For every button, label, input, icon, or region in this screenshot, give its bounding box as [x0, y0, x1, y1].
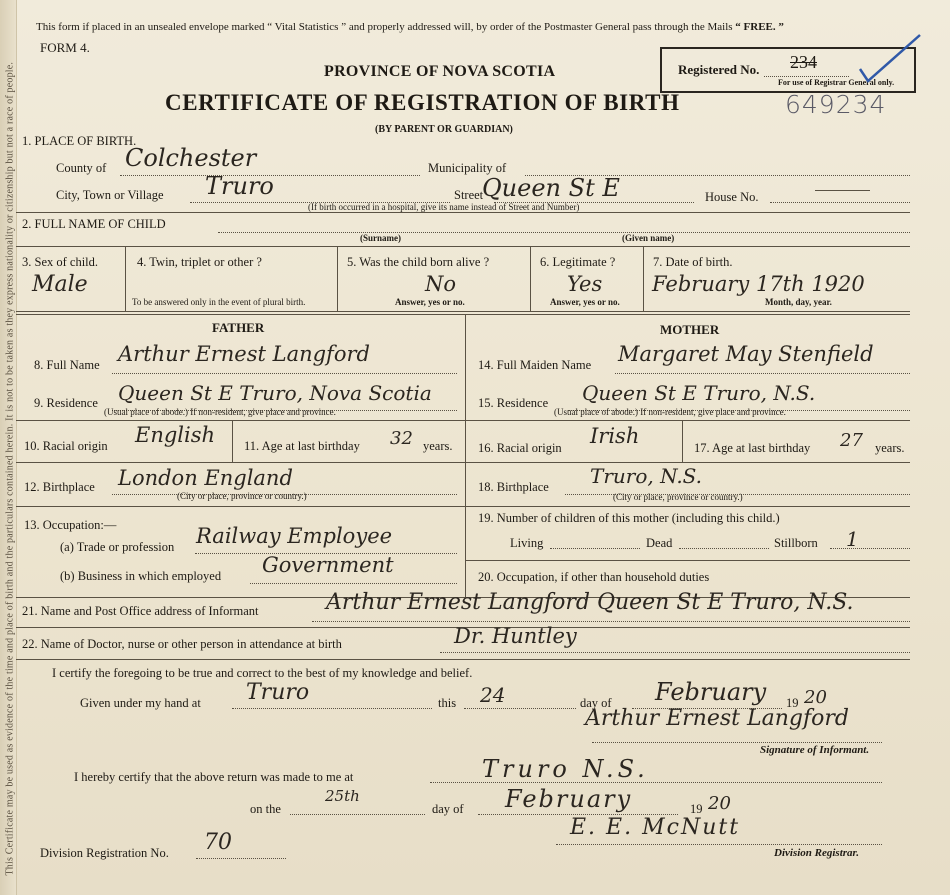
- column-divider: [465, 314, 466, 597]
- street-value: Queen St E: [482, 174, 620, 202]
- rule-m1: [465, 420, 910, 421]
- signature-line: [592, 742, 882, 743]
- form-number: FORM 4.: [40, 40, 90, 55]
- province-title: PROVINCE OF NOVA SCOTIA: [324, 63, 556, 80]
- place-section-label: 1. PLACE OF BIRTH.: [22, 134, 137, 148]
- mother-name-value: Margaret May Stenfield: [618, 342, 874, 366]
- rule-m4: [465, 560, 910, 561]
- registrar-signature: E. E. McNutt: [570, 815, 741, 840]
- mother-heading: MOTHER: [660, 322, 720, 337]
- signature-label: Signature of Informant.: [760, 744, 870, 756]
- mother-birthplace-value: Truro, N.S.: [590, 464, 703, 488]
- div-reg-no-label: Division Registration No.: [40, 846, 169, 860]
- rule-f1: [16, 420, 465, 421]
- alive-value: No: [425, 272, 457, 296]
- year2-suffix: 20: [708, 793, 731, 814]
- father-res-value: Queen St E Truro, Nova Scotia: [118, 381, 432, 405]
- informant-label: 21. Name and Post Office address of Informant: [22, 604, 259, 618]
- father-name-line: [112, 373, 457, 374]
- sex-label: 3. Sex of child.: [22, 255, 99, 269]
- street-label: Street: [454, 188, 484, 202]
- children-label: 19. Number of children of this mother (including this child.): [478, 511, 780, 525]
- stillborn-line: [830, 548, 910, 549]
- alive-label: 5. Was the child born alive ?: [347, 255, 490, 269]
- father-res-note: (Usual place of abode.) If non-resident, give place and province.: [104, 407, 336, 417]
- informant-signature: Arthur Ernest Langford: [585, 706, 849, 731]
- business-line: [250, 583, 457, 584]
- dead-line: [679, 548, 769, 549]
- rule-6: [16, 659, 910, 660]
- divider-6: [643, 246, 644, 311]
- dead-label: Dead: [646, 536, 673, 550]
- hospital-note: (If birth occurred in a hospital, give its name instead of Street and Number): [308, 202, 580, 212]
- business-label: (b) Business in which employed: [60, 569, 222, 583]
- rule-3: [16, 311, 910, 312]
- edge-text: This Certificate may be used as evidence of the time and place of birth and the particulars contained herein. It is not to be taken as they express nationality or citizenship but not a race of people.: [4, 61, 16, 876]
- divider-5: [530, 246, 531, 311]
- father-birthplace-label: 12. Birthplace: [24, 480, 95, 494]
- on-day-line: [290, 814, 425, 815]
- given-name-note: (Given name): [622, 233, 675, 243]
- house-line: [770, 202, 910, 203]
- father-age-value: 32: [390, 428, 413, 449]
- dayof2-label: day of: [432, 802, 464, 816]
- mother-name-label: 14. Full Maiden Name: [478, 358, 592, 372]
- sex-value: Male: [32, 272, 88, 297]
- rule-m2: [465, 462, 910, 463]
- mother-res-label: 15. Residence: [478, 396, 549, 410]
- trade-value: Railway Employee: [196, 524, 393, 548]
- divider-16: [682, 420, 683, 462]
- father-name-label: 8. Full Name: [34, 358, 100, 372]
- child-name-line: [218, 232, 910, 233]
- stamp-number: 649234: [785, 90, 887, 119]
- rule-1: [16, 212, 910, 213]
- municipality-label: Municipality of: [428, 161, 507, 175]
- on-day: 25th: [325, 787, 360, 805]
- living-line: [550, 548, 640, 549]
- mother-age-value: 27: [840, 430, 863, 451]
- father-heading: FATHER: [212, 320, 265, 335]
- father-age-label: 11. Age at last birthday: [244, 439, 360, 453]
- rule-2: [16, 246, 910, 247]
- house-dash: [815, 190, 870, 191]
- div-reg-no-value: 70: [204, 830, 232, 855]
- mail-notice: [36, 21, 784, 33]
- city-value: Truro: [205, 172, 274, 200]
- mother-race-label: 16. Racial origin: [478, 441, 562, 455]
- county-value: Colchester: [125, 144, 257, 172]
- mail-notice-free: “ FREE. ”: [735, 21, 784, 33]
- informant-line: [312, 621, 910, 622]
- page-subtitle: (BY PARENT OR GUARDIAN): [375, 124, 513, 135]
- father-race-label: 10. Racial origin: [24, 439, 108, 453]
- return-line: [430, 782, 882, 783]
- registrar-line: [556, 844, 882, 845]
- rule-3b: [16, 314, 910, 315]
- mother-name-line: [615, 373, 910, 374]
- stillborn-value: 1: [846, 527, 859, 551]
- given-place: Truro: [246, 680, 310, 705]
- father-birthplace-note: (City or place, province or country.): [177, 491, 307, 501]
- legit-note: Answer, yes or no.: [550, 297, 620, 307]
- mail-notice-text: This form if placed in an unsealed envelope marked “ Vital Statistics ” and properly addressed will, by order of the Postmaster General pass through the Mails: [36, 21, 733, 33]
- on-label: on the: [250, 802, 281, 816]
- registered-label: Registered No.: [678, 62, 760, 77]
- mother-res-note: (Usual place of abode.) If non-resident, give place and province.: [554, 407, 786, 417]
- registered-box: [660, 47, 916, 93]
- house-label: House No.: [705, 190, 759, 204]
- return-place: Truro N.S.: [482, 755, 649, 783]
- divider-3: [125, 246, 126, 311]
- city-label: City, Town or Village: [56, 188, 164, 202]
- rule-f3: [16, 506, 465, 507]
- year-suffix: 20: [804, 687, 827, 708]
- doctor-line: [440, 652, 910, 653]
- mother-years: years.: [875, 441, 905, 455]
- dob-note: Month, day, year.: [765, 297, 832, 307]
- given-label: Given under my hand at: [80, 696, 201, 710]
- living-label: Living: [510, 536, 544, 550]
- legit-label: 6. Legitimate ?: [540, 255, 616, 269]
- dob-value: February 17th 1920: [652, 272, 865, 296]
- mother-birthplace-label: 18. Birthplace: [478, 480, 549, 494]
- stillborn-label: Stillborn: [774, 536, 818, 550]
- registered-line: [764, 76, 849, 77]
- return-label: I hereby certify that the above return was made to me at: [74, 770, 354, 784]
- registered-value: 234: [790, 52, 817, 72]
- doctor-value: Dr. Huntley: [454, 624, 577, 648]
- rule-m3: [465, 506, 910, 507]
- rule-f2: [16, 462, 465, 463]
- father-res-label: 9. Residence: [34, 396, 98, 410]
- father-birthplace-value: London England: [118, 466, 293, 490]
- certify-text: I certify the foregoing to be true and correct to the best of my knowledge and belief.: [52, 666, 473, 680]
- father-occ-label: 13. Occupation:—: [24, 518, 117, 532]
- father-name-value: Arthur Ernest Langford: [118, 342, 370, 366]
- doctor-label: 22. Name of Doctor, nurse or other person in attendance at birth: [22, 637, 342, 651]
- year2-prefix: 19: [690, 802, 703, 816]
- given-place-line: [232, 708, 432, 709]
- father-race-value: English: [135, 423, 216, 447]
- dob-label: 7. Date of birth.: [653, 255, 733, 269]
- father-years: years.: [423, 439, 453, 453]
- surname-note: (Surname): [360, 233, 401, 243]
- child-name-label: 2. FULL NAME OF CHILD: [22, 217, 166, 231]
- alive-note: Answer, yes or no.: [395, 297, 465, 307]
- mother-race-value: Irish: [590, 424, 640, 448]
- div-reg-no-line: [196, 858, 286, 859]
- trade-label: (a) Trade or profession: [60, 540, 175, 554]
- informant-value: Arthur Ernest Langford Queen St E Truro, N.S.: [326, 590, 854, 615]
- divider-10: [232, 420, 233, 462]
- div-registrar-label: Division Registrar.: [774, 847, 859, 859]
- year-prefix: 19: [786, 696, 799, 710]
- this-day-line: [464, 708, 576, 709]
- legit-value: Yes: [567, 272, 603, 296]
- check-mark-icon: [858, 31, 924, 87]
- registrar-note: For use of Registrar General only.: [778, 78, 895, 87]
- month-value: February: [655, 678, 767, 706]
- page-title: CERTIFICATE OF REGISTRATION OF BIRTH: [165, 90, 680, 115]
- page-edge: [0, 0, 17, 895]
- this-label: this: [438, 696, 457, 710]
- this-day: 24: [480, 683, 506, 707]
- business-value: Government: [262, 553, 394, 577]
- twin-note: To be answered only in the event of plural birth.: [132, 297, 306, 307]
- twin-label: 4. Twin, triplet or other ?: [137, 255, 262, 269]
- mother-occ-label: 20. Occupation, if other than household duties: [478, 570, 710, 584]
- divider-4: [337, 246, 338, 311]
- mother-birthplace-note: (City or place, province or country.): [613, 492, 743, 502]
- dayof-label: day of: [580, 696, 612, 710]
- mother-res-value: Queen St E Truro, N.S.: [582, 381, 816, 405]
- month2-value: February: [505, 785, 633, 813]
- mother-age-label: 17. Age at last birthday: [694, 441, 811, 455]
- county-label: County of: [56, 161, 107, 175]
